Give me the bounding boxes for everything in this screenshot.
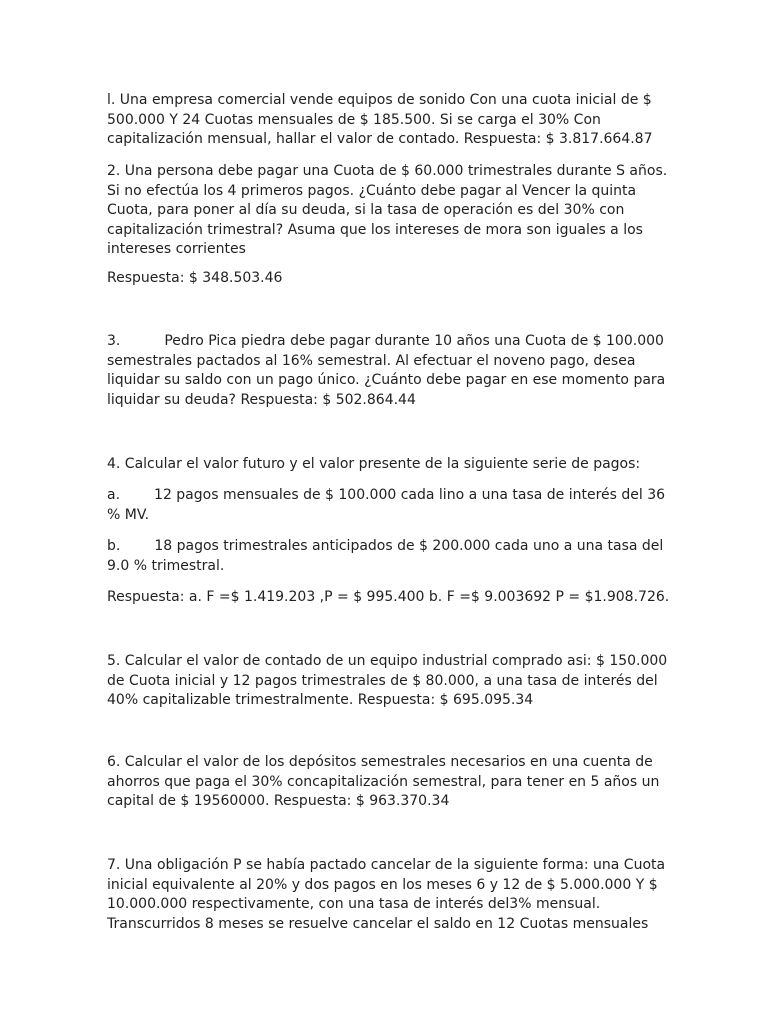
problem-4a [107,486,687,525]
answer-2: Respuesta: $ 348.503.46 [107,270,283,286]
answer-4: Respuesta: a. F =$ 1.419.203 ,P = $ 995.400 b. F =$ 9.003692 P = $1.908.726. [107,589,670,605]
problem-3-number: 3. [107,333,121,349]
problem-4a-text: 12 pagos mensuales de $ 100.000 cada lino a una tasa de interés del 36 % MV. [107,487,666,523]
problem-1: l. Una empresa comercial vende equipos de sonido Con una cuota inicial de $ 500.000 Y 24 Cuotas mensuales de $ 185.500. Si se carga el 30% Con capitalización mensual, hallar el valor de contado. Respuesta: $ 3.817.664.87 [107,92,653,147]
problem-6: 6. Calcular el valor de los depósitos semestrales necesarios en una cuenta de ahorros que paga el 30% concapitalización semestral, para tener en 5 años un capital de $ 19560000. Respuesta: $ 963.370.34 [107,754,660,809]
problem-4b-text: 18 pagos trimestrales anticipados de $ 200.000 cada uno a una tasa del 9.0 % trimestral. [107,538,664,574]
problem-4b [107,537,687,576]
problem-3-text: Pedro Pica piedra debe pagar durante 10 años una Cuota de $ 100.000 semestrales pactados al 16% semestral. Al efectuar el noveno pago, desea liquidar su saldo con un pago único. ¿Cuánto debe pagar en ese momento para liquidar su deuda? Respuesta: $ 502.864.44 [107,333,666,408]
problem-5: 5. Calcular el valor de contado de un equipo industrial comprado asi: $ 150.000 de Cuota inicial y 12 pagos trimestrales de $ 80.000, a una tasa de interés del 40% capitalizable trimestralmente. Respuesta: $ 695.095.34 [107,653,668,708]
problem-3 [107,332,687,410]
problem-4a-letter: a. [107,487,121,503]
problem-2: 2. Una persona debe pagar una Cuota de $ 60.000 trimestrales durante S años. Si no efectúa los 4 primeros pagos. ¿Cuánto debe pagar al Vencer la quinta Cuota, para poner al día su deuda, si la tasa de operación es del 30% con capitalización trimestral? Asuma que los intereses de mora son iguales a los intereses corrientes [107,163,668,257]
problem-4b-letter: b. [107,538,121,554]
problem-7: 7. Una obligación P se había pactado cancelar de la siguiente forma: una Cuota inicial equivalente al 20% y dos pagos en los meses 6 y 12 de $ 5.000.000 Y $ 10.000.000 respectivamente, con una tasa de interés del3% mensual. Transcurridos 8 meses se resuelve cancelar el saldo en 12 Cuotas mensuales [107,857,666,932]
problem-4: 4. Calcular el valor futuro y el valor presente de la siguiente serie de pagos: [107,456,641,472]
